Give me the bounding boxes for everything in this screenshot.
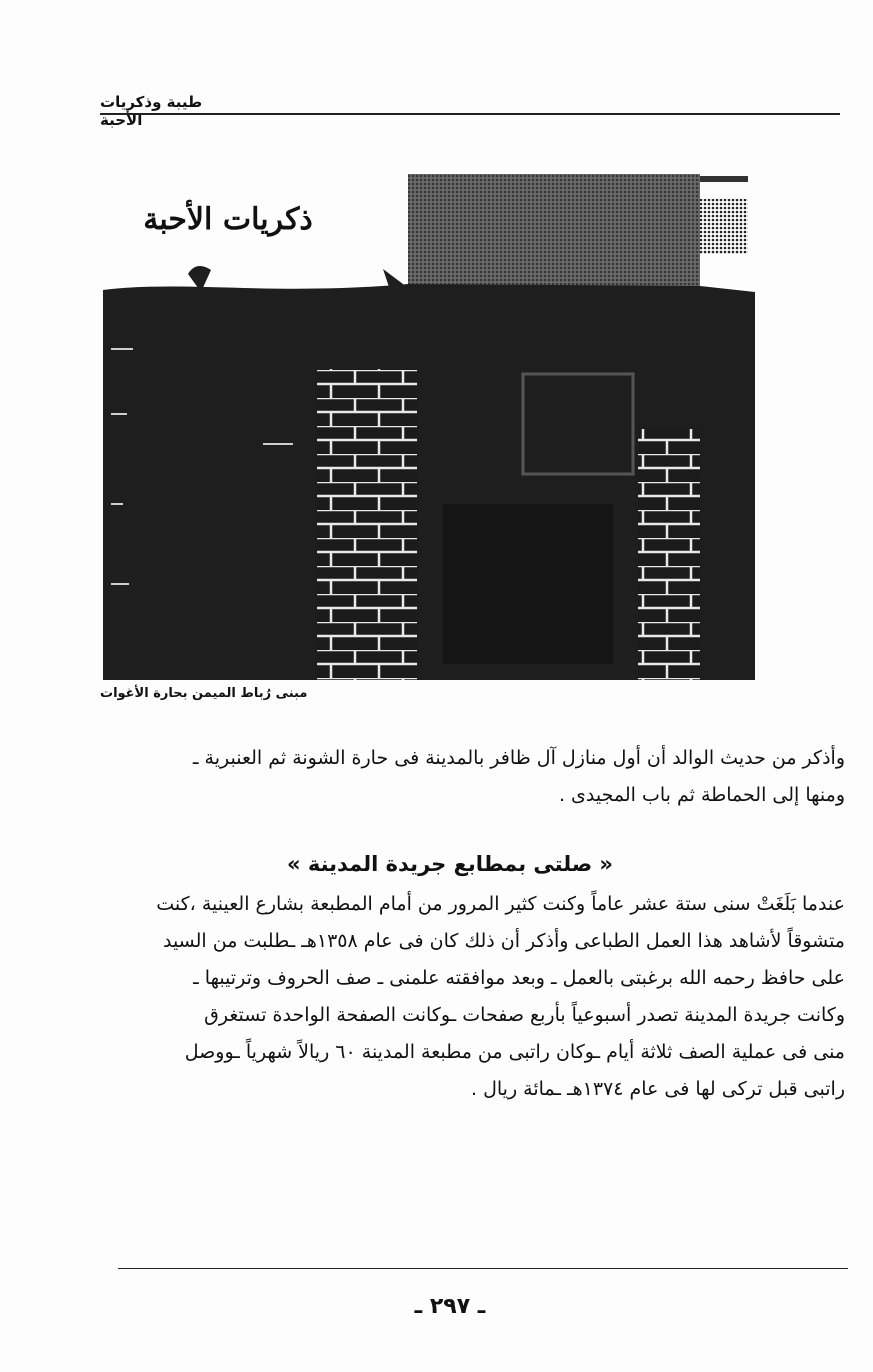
header-rule [100,113,840,115]
paragraph-line: وكانت جريدة المدينة تصدر أسبوعياً بأربع صفحات ـوكانت الصفحة الواحدة تستغرق [204,1004,845,1026]
paragraph-line: متشوقاً لأشاهد هذا العمل الطباعى وأذكر أن ذلك كان فى عام ١٣٥٨هـ ـطلبت من السيد [162,930,845,952]
page-number: ـ ٢٩٧ ـ [414,1294,486,1319]
footer-rule [118,1268,848,1269]
photo-caption: مبنى رُباط الميمن بحارة الأغوات [100,686,308,701]
paragraph-line: عندما بَلَغَتْ سنى ستة عشر عاماً وكنت كثير المرور من أمام المطبعة بشارع العينية ،كنت [156,893,845,915]
running-header-title: طيبة وذكريات الأحبة [100,93,203,129]
paragraph-line: ومنها إلى الحماطة ثم باب المجيدى . [558,784,845,806]
paragraph-line: منى فى عملية الصف ثلاثة أيام ـوكان راتبى من مطبعة المدينة ٦٠ ريالاً شهرياً ـووصل [184,1041,845,1063]
paragraph-line: راتبى قبل تركى لها فى عام ١٣٧٤هـ ـمائة ريال . [470,1078,845,1100]
section-heading: « صلتى بمطابع جريدة المدينة » [286,852,613,876]
photo-inset-title: ذكريات الأحبة [143,202,313,237]
paragraph-line: وأذكر من حديث الوالد أن أول منازل آل ظافر بالمدينة فى حارة الشونة ثم العنبرية ـ [192,747,845,769]
paragraph-line: على حافظ رحمه الله برغبتى بالعمل ـ وبعد موافقته علمنى ـ صف الحروف وترتيبها ـ [193,967,845,989]
paragraph-family-homes [100,740,845,814]
paragraph-printing-work [100,886,845,1108]
building-photo [103,174,755,680]
